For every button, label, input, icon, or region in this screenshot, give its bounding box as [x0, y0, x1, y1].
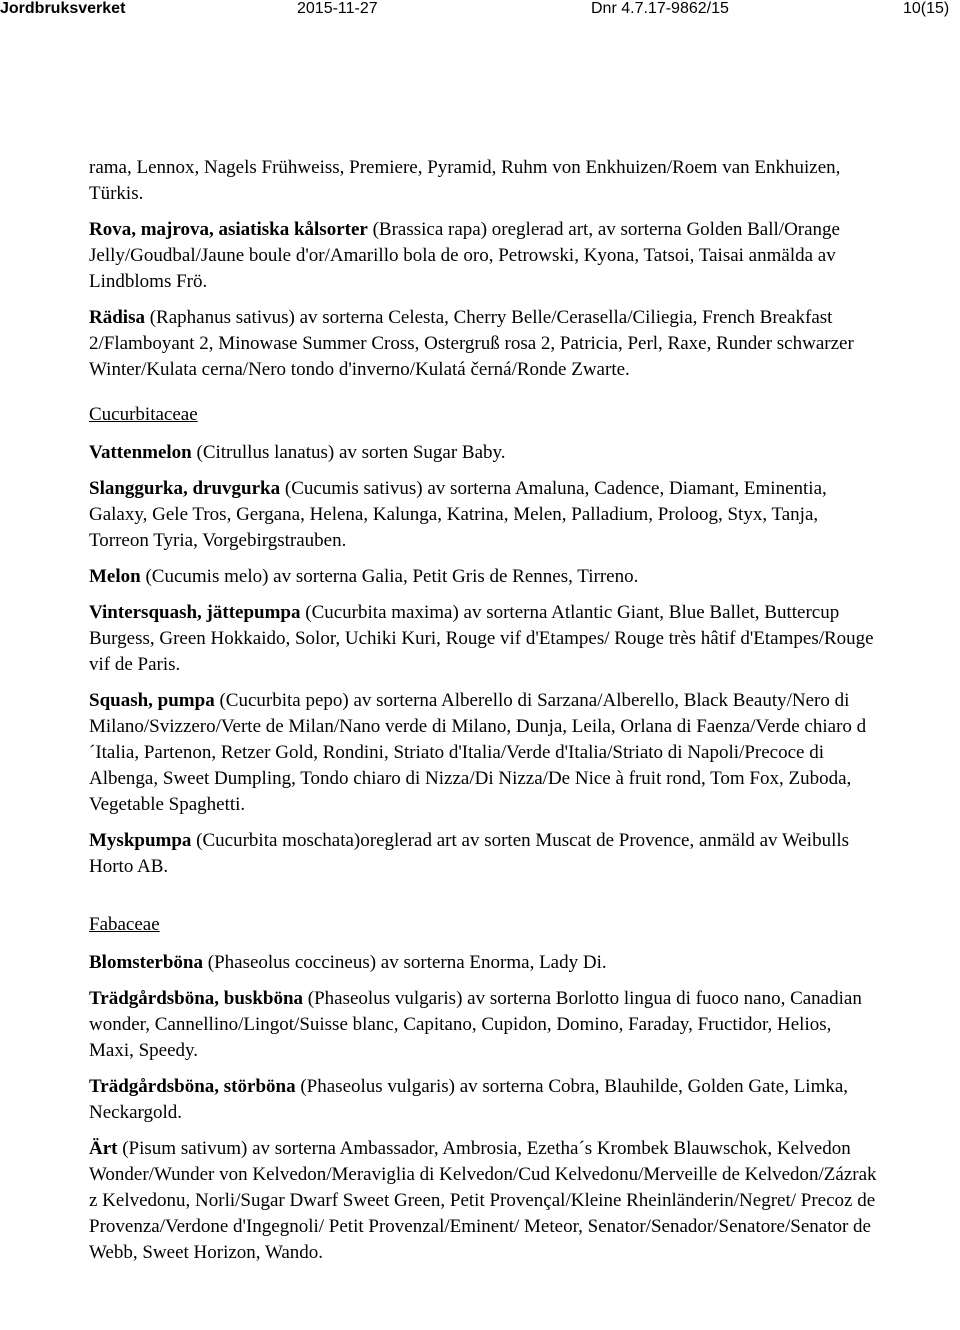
paragraph-rova: [89, 217, 879, 295]
paragraph-text: (Raphanus sativus) av sorterna Celesta, Cherry Belle/Cerasella/Ciliegia, French Breakfast 2/Flamboyant 2, Minowase Summer Cross, Ostergruß rosa 2, Patricia, Perl, Raxe, Runder schwarzer Winter/Kulata cerna/Nero tondo d'inverno/Kulatá černá/Ronde Zwarte.: [89, 307, 854, 380]
paragraph-slanggurka: [89, 476, 879, 554]
paragraph-text: (Cucurbita pepo) av sorterna Alberello di Sarzana/Alberello, Black Beauty/Nero di Milano/Svizzero/Verte de Milan/Nano verde di Milano, Dunja, Leila, Orlana di Faenza/Verde chiaro d´Italia, Partenon, Retzer Gold, Rondini, Striato d'Italia/Verde d'Italia/Striato di Napoli/Precoce di Albenga, Sweet Dumpling, Tondo chiaro di Nizza/Di Nizza/De Nice à fruit rond, Tom Fox, Zuboda, Vegetable Spaghetti.: [89, 690, 867, 815]
paragraph-text: (Brassica rapa) oreglerad art, av sorterna Golden Ball/Orange Jelly/Goudbal/Jaune boule d'or/Amarillo bola de oro, Petrowski, Kyona, Tatsoi, Taisai anmälda av Lindbloms Frö.: [89, 219, 840, 292]
paragraph-buskbona: [89, 986, 879, 1064]
paragraph-text: (Phaseolus vulgaris) av sorterna Cobra, Blauhilde, Golden Gate, Limka, Neckargold.: [89, 1076, 849, 1123]
paragraph-vintersquash: [89, 600, 879, 678]
species-name: Trädgårdsböna, buskböna: [89, 988, 304, 1009]
paragraph-text: (Pisum sativum) av sorterna Ambassador, Ambrosia, Ezetha´s Krombek Blauwschok, Kelvedon Wonder/Wunder von Kelvedon/Meraviglia di Kelvedon/Cud Kelvedonu/Merveille de Kelvedon/Zázrak z Kelvedonu, Norli/Sugar Dwarf Sweet Green, Petit Provençal/Kleine Rheinländerin/Negret/ Precoz de Provenza/Verdone d'Ingegnoli/ Petit Provenzal/Eminent/ Meteor, Senator/Senador/Senatore/Senator de Webb, Sweet Horizon, Wando.: [89, 1138, 877, 1263]
paragraph-myskpumpa: [89, 828, 879, 880]
species-name: Rova, majrova, asiatiska kålsorter: [89, 219, 368, 240]
document-date: 2015-11-27: [297, 0, 378, 17]
paragraph-squash: [89, 688, 879, 818]
paragraph-text: (Cucumis melo) av sorterna Galia, Petit Gris de Rennes, Tirreno.: [140, 566, 639, 587]
paragraph-radisa: [89, 305, 879, 383]
page-header: [0, 0, 960, 22]
section-heading-fabaceae: Fabaceae: [89, 914, 160, 935]
species-name: Myskpumpa: [89, 830, 192, 851]
paragraph-text: rama, Lennox, Nagels Frühweiss, Premiere, Pyramid, Ruhm von Enkhuizen/Roem van Enkhuizen, Türkis.: [89, 157, 841, 204]
species-name: Melon: [89, 566, 141, 587]
paragraph-blomsterbona: [89, 950, 879, 976]
paragraph-art: [89, 1136, 879, 1266]
section-heading-cucurbitaceae: Cucurbitaceae: [89, 404, 198, 425]
species-name: Trädgårdsböna, störböna: [89, 1076, 296, 1097]
paragraph-text: (Phaseolus coccineus) av sorterna Enorma, Lady Di.: [203, 952, 607, 973]
paragraph-text: (Citrullus lanatus) av sorten Sugar Baby.: [191, 442, 506, 463]
species-name: Ärt: [89, 1138, 118, 1159]
paragraph-vattenmelon: [89, 440, 879, 466]
organization-name: Jordbruksverket: [0, 0, 126, 17]
document-body: [89, 155, 879, 1276]
paragraph-text: (Cucumis sativus) av sorterna Amaluna, Cadence, Diamant, Eminentia, Galaxy, Gele Tros, Gergana, Helena, Kalunga, Katrina, Melen, Palladium, Proloog, Styx, Tanja, Torreon Tyria, Vorgebirgstrauben.: [89, 478, 827, 551]
paragraph-text: (Cucurbita moschata)oreglerad art av sorten Muscat de Provence, anmäld av Weibulls Horto AB.: [89, 830, 850, 877]
paragraph-storbona: [89, 1074, 879, 1126]
species-name: Slanggurka, druvgurka: [89, 478, 281, 499]
paragraph-text: (Cucurbita maxima) av sorterna Atlantic Giant, Blue Ballet, Buttercup Burgess, Green Hokkaido, Solor, Uchiki Kuri, Rouge vif d'Etampes/ Rouge très hâtif d'Etampes/Rouge vif de Paris.: [89, 602, 874, 675]
species-name: Squash, pumpa: [89, 690, 215, 711]
page-number: 10(15): [903, 0, 950, 17]
paragraph-continued: [89, 155, 879, 207]
species-name: Vintersquash, jättepumpa: [89, 602, 301, 623]
paragraph-text: (Phaseolus vulgaris) av sorterna Borlotto lingua di fuoco nano, Canadian wonder, Cannellino/Lingot/Suisse blanc, Capitano, Cupidon, Domino, Faraday, Fructidor, Helios, Maxi, Speedy.: [89, 988, 862, 1061]
species-name: Vattenmelon: [89, 442, 192, 463]
species-name: Blomsterböna: [89, 952, 203, 973]
document-number: Dnr 4.7.17-9862/15: [591, 0, 729, 17]
species-name: Rädisa: [89, 307, 145, 328]
paragraph-melon: [89, 564, 879, 590]
